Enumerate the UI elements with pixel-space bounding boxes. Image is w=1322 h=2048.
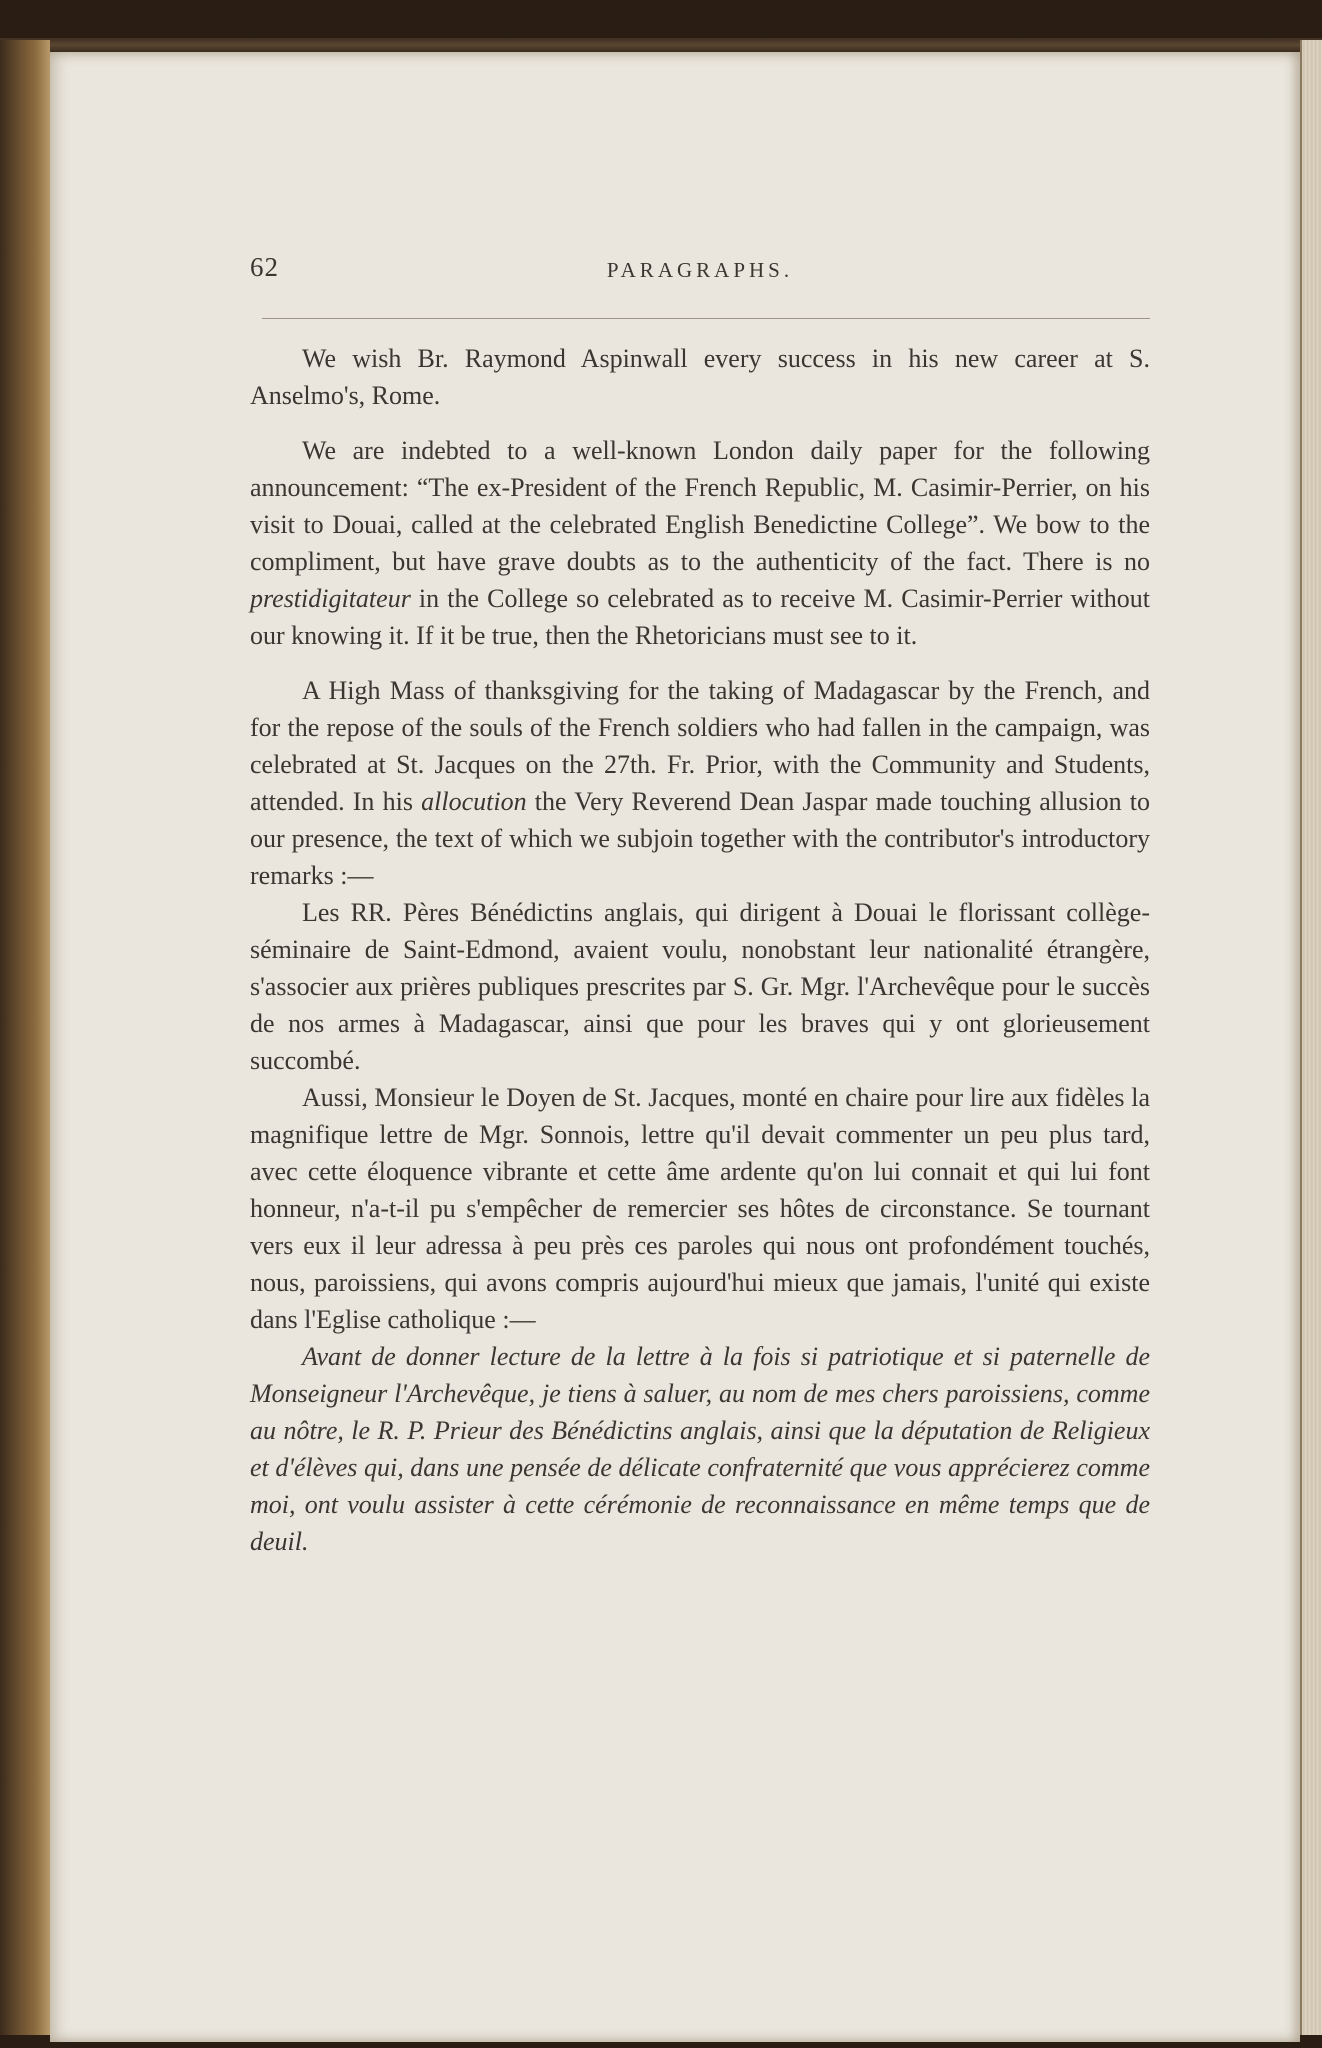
- running-head: PARAGRAPHS.: [606, 258, 794, 282]
- page-fore-edge: [1300, 40, 1322, 2035]
- paragraph-french-benedictins: Les RR. Pères Bénédictins anglais, qui dirigent à Douai le florissant collège-séminaire de Saint-Edmond, avaient voulu, nonobstant leur nationalité étrangère, s'associer aux prières publiques prescrites par S. Gr. Mgr. l'Archevêque pour le succès de nos armes à Madagascar, ainsi que pour les braves qui y ont glorieusement succombé.: [250, 898, 1150, 1075]
- paragraph-high-mass: [250, 672, 1150, 894]
- italic-term: allocution: [421, 787, 527, 816]
- paragraph-text: We are indebted to a well-known London daily paper for the following announcement: “The ex-President of the French Republic, M. Casimir-Perrier, on his visit to Douai, called at the celebrated English Benedictine College”. We bow to the compliment, but have grave doubts as to the authenticity of the fact. There is no: [250, 436, 1150, 576]
- paragraph-french-quote: Avant de donner lecture de la lettre à la fois si patriotique et si paternelle de Monseigneur l'Archevêque, je tiens à saluer, au nom de mes chers paroissiens, comme au nôtre, le R. P. Prieur des Bénédictins anglais, ainsi que la députation de Religieux et d'élèves qui, dans une pensée de délicate confraternité que vous apprécierez comme moi, ont voulu assister à cette cérémonie de reconnaissance en même temps que de deuil.: [250, 1342, 1150, 1556]
- header-rule: [262, 318, 1150, 319]
- paragraph-aspinwall: We wish Br. Raymond Aspinwall every success in his new career at S. Anselmo's, Rome.: [250, 344, 1150, 410]
- paragraph-text: the Very Reverend Dean Jaspar made touching allusion to our presence, the text of which we subjoin together with the contributor's introductory remarks :—: [250, 787, 1150, 890]
- book-gutter-edge: [0, 40, 50, 2035]
- paragraph-text: A High Mass of thanksgiving for the taking of Madagascar by the French, and for the repose of the souls of the French soldiers who had fallen in the campaign, was celebrated at St. Jacques on the 27th. Fr. Prior, with the Community and Students, attended. In his: [250, 676, 1150, 816]
- paragraph-casimir-perrier: [250, 432, 1150, 654]
- paragraph-french-doyen: Aussi, Monsieur le Doyen de St. Jacques, monté en chaire pour lire aux fidèles la magnifique lettre de Mgr. Sonnois, lettre qu'il devait commenter un peu plus tard, avec cette éloquence vibrante et cette âme ardente qu'on lui connait et qui lui font honneur, n'a-t-il pu s'empêcher de remercier ses hôtes de circonstance. Se tournant vers eux il leur adressa à peu près ces paroles qui nous ont profondément touchés, nous, paroissiens, qui avons compris aujourd'hui mieux que jamais, l'unité qui existe dans l'Eglise catholique :—: [250, 1083, 1150, 1334]
- paragraph-text: in the College so celebrated as to receive M. Casimir-Perrier without our knowing it. If it be true, then the Rhetoricians must see to it.: [250, 584, 1150, 650]
- page-body: [250, 340, 1150, 1560]
- page-number: 62: [250, 252, 279, 282]
- page-header: [250, 252, 1150, 292]
- italic-term: prestidigitateur: [250, 584, 411, 613]
- book-top-edge: [0, 38, 1322, 52]
